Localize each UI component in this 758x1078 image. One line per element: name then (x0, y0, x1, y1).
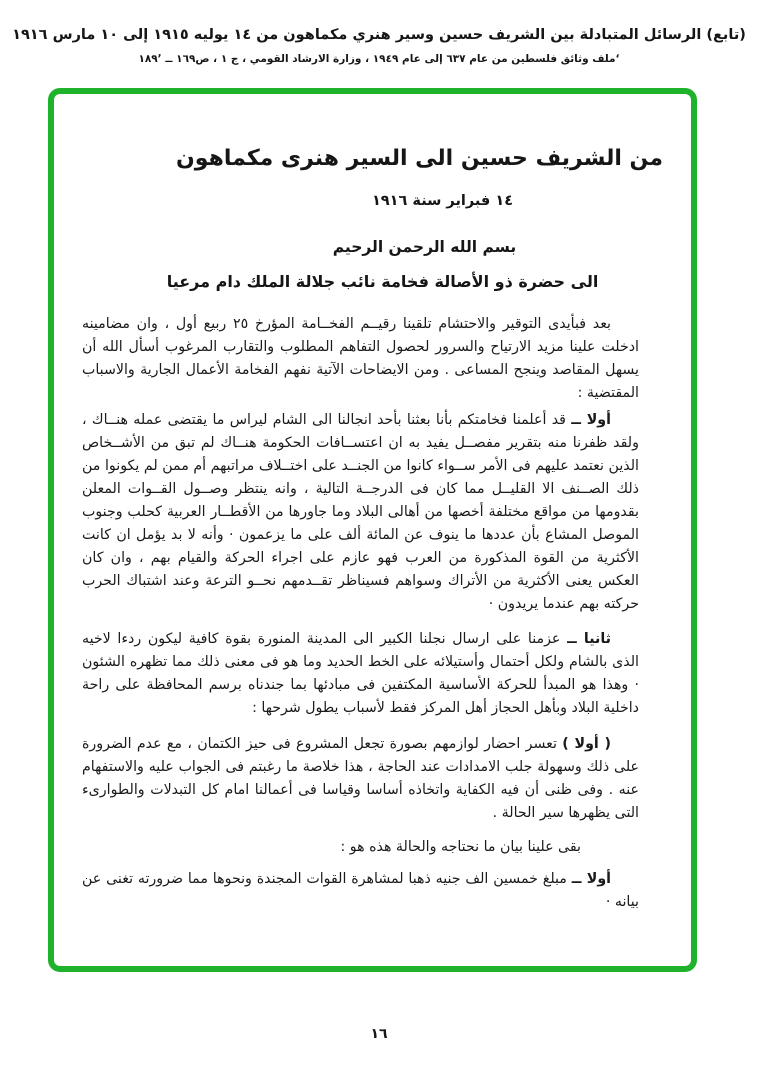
paragraph-text: مبلغ خمسين الف جنيه ذهبا لمشاهرة القوات المجندة ونحوها مما ضرورته تغنى عن بيانه · (82, 871, 639, 910)
letter-body (82, 313, 639, 914)
paragraph-lead: أولا ــ (571, 412, 611, 428)
letter-paragraph-first (82, 409, 639, 616)
letter-paragraph-second (82, 628, 639, 720)
paragraph-text: بعد فبأيدى التوقير والاحتشام تلقينا رقيــم الفخــامة المؤرخ ٢٥ ربيع أول ، وان مضامينه ادخلت علينا مزيد الارتياح والسرور لحصول التفاهم المطلوب والتقارب المرغوب أسأل الله أن يسهل المقاصد وينجح المساعى . ومن الايضاحات الآتية نفهم الفخامة الأعمال الجارية والاسباب المقتضية : (82, 316, 639, 401)
paragraph-lead: أولا ــ (571, 871, 612, 887)
paragraph-lead: ( أولا ) (562, 736, 611, 752)
paragraph-text: عزمنا على ارسال نجلنا الكبير الى المدينة المنورة بقوة كافية ليكون ردءا لاخيه الذى بالشام ولكل أحتمال وأستيلائه على الخط الحديد وما هو فى معنى ذلك مما تظهره الشئون · وهذا هو المبدأ للحركة الأساسية المكتفين فى مبادئها بما جندناه برسم المحافظة على راحة داخلية البلاد وبأهل الحجاز أهل المركز فقط لأسباب يطول شرحها : (82, 631, 639, 716)
paragraph-text: قد أعلمنا فخامتكم بأنا بعثنا بأحد انجالنا الى الشام ليراس ما يقتضى عمله هنــاك ، ولقد ظفرنا منه بتقرير مفصــل يفيد به ان اعتســافات الحكومة هنــاك لم تبق من الأشــخاص الذين نعتمد عليهم فى الأمر ســواء كانوا من الجنــد على اختــلاف مراتبهم أم ممن لم يكونوا من ذلك الصــنف الا القليــل مما كان فى الدرجــة التالية ، وانه ينتظر وصــول القــوات المعلن بقدومها من مواقع مختلفة أخصها من أهالى البلاد وما جاورها من الأقطــار العربية كحلب وجنوب الموصل المشاع بأن عددها ما ينوف عن المائة ألف على ما يزعمون · وأنه لا بد يؤمل ان كانت الأكثرية من القوة المذكورة من العرب فهو عازم على اجراء الحركة والقيام بهم ، وان كان العكس يعنى الأكثرية من الأتراك وسواهم فسيناظر تقــدمهم نحــو الترعة وعند اشتباك الحرب حركته بهم عندما يريدون · (82, 412, 639, 612)
page-header (0, 27, 758, 65)
letter-paragraph-sub-first (82, 733, 639, 825)
paragraph-text: تعسر احضار لوازمهم بصورة تجعل المشروع فى حيز الكتمان ، مع عدم الضرورة على ذلك وسهولة جلب الامدادات عند الحاجة ، هذا خلاصة ما رغبتم فى الجواب عليه والاستفهام عنه . وفى ظنى أن فيه الكفاية واتخاذه أساسا وقياسا فى أعمالنا امام كل التبدلات والطوارىء التى يظهرها سير الحالة . (82, 736, 639, 821)
letter-paragraph-intro (82, 313, 639, 405)
paragraph-lead: ثانيا ــ (567, 631, 611, 647)
page-number: ١٦ (370, 1026, 388, 1042)
letter-paragraph-needs-intro (82, 836, 639, 859)
letter-frame (48, 88, 697, 972)
page-footer (0, 1026, 758, 1042)
header-citation-title: (تابع) الرسائل المتبادلة بين الشريف حسين وسير هنري مكماهون من ١٤ يوليه ١٩١٥ إلى ١٠ مارس ١٩١٦ (12, 27, 746, 43)
letter-title: من الشريف حسين الى السير هنرى مكماهون (176, 146, 663, 171)
letter-paragraph-needs-first (82, 868, 639, 914)
salutation-line: الى حضرة ذو الأصالة فخامة نائب جلالة الملك دام مرعيا (166, 272, 599, 291)
basmala-line: بسم الله الرحمن الرحيم (332, 238, 517, 256)
letter-date: ١٤ فبراير سنة ١٩١٦ (371, 193, 514, 209)
paragraph-text: بقى علينا بيان ما نحتاجه والحالة هذه هو : (340, 839, 581, 855)
header-citation-source: ʻملف وثائق فلسطين من عام ٦٣٧ إلى عام ١٩٤٩ ، وزارة الارشاد القومي ، ج ١ ، ص١٦٩ ــ ١٨٩ʼ (138, 53, 620, 65)
